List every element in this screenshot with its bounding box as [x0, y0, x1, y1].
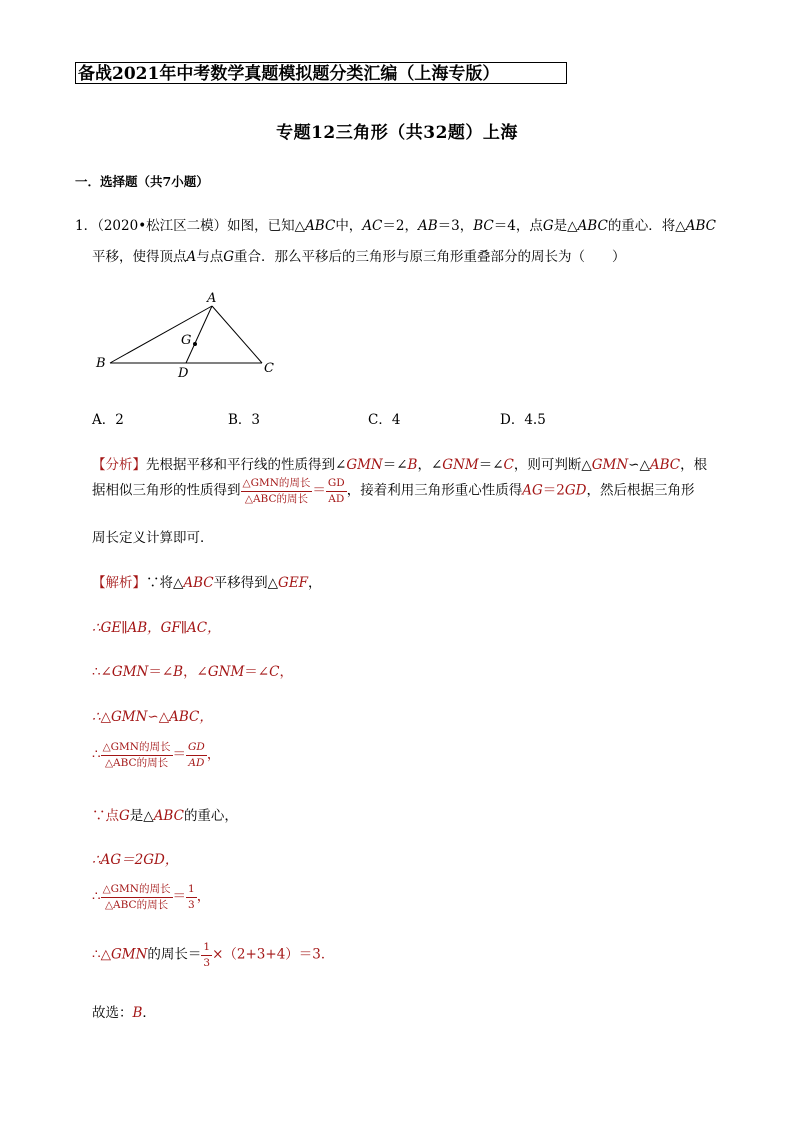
question-line-1: 1．（2020•松江区二模）如图，已知△ABC中，AC＝2，AB＝3，BC＝4，点G是△ABC的重心．将△ABC: [75, 218, 716, 234]
analysis-fraction-2: $\frac{GD}{AD}$: [327, 477, 345, 505]
label-a: A: [207, 291, 217, 306]
solution-fraction-5: $\frac{1}{3}$: [203, 941, 211, 969]
choice-c: C．4: [368, 412, 401, 428]
solution-line-3: ∴∠GMN＝∠B，∠GNM＝∠C，: [92, 664, 293, 680]
solution-line-4: ∴△GMN∽△ABC，: [92, 709, 213, 725]
question-line-2: 平移，使得顶点A与点G重合．那么平移后的三角形与原三角形重叠部分的周长为（ ）: [92, 249, 626, 265]
solution-line-10: 故选：B．: [92, 1005, 156, 1021]
section-heading: 一．选择题（共7小题）: [75, 174, 209, 189]
analysis-line-2: 据相似三角形的性质得到 $\frac{\text{△GMN的周长}}{\text{△ABC的周长}}$ ＝ $\frac{GD}{AD}$ ，接着利用三角形重心性质得AG＝2GD，然后根据三角形: [92, 477, 695, 505]
solution-line-2: ∴GE∥AB，GF∥AC，: [92, 620, 221, 636]
solution-fraction-1: $\frac{\text{△GMN的周长}}{\text{△ABC的周长}}$: [102, 741, 171, 769]
analysis-fraction-1: $\frac{\text{△GMN的周长}}{\text{△ABC的周长}}$: [242, 477, 311, 505]
solution-line-5: ∴ $\frac{\text{△GMN的周长}}{\text{△ABC的周长}}$ ＝ $\frac{GD}{AD}$ ，: [92, 741, 221, 769]
label-c: C: [264, 361, 274, 376]
solution-line-8: ∴ $\frac{\text{△GMN的周长}}{\text{△ABC的周长}}$ ＝ $\frac{1}{3}$ ，: [92, 883, 211, 911]
side-ab: [110, 306, 212, 363]
choices: [92, 408, 692, 428]
label-b: B: [96, 356, 106, 371]
label-d: D: [178, 366, 189, 381]
analysis-line-1: 【分析】先根据平移和平行线的性质得到∠GMN＝∠B，∠GNM＝∠C，则可判断△GMN∽△ABC，根: [92, 457, 708, 473]
solution-fraction-2: $\frac{GD}{AD}$: [188, 741, 205, 769]
topic-title: 专题12三角形（共32题）上海: [276, 123, 518, 143]
triangle-figure: [90, 288, 290, 383]
side-ac: [212, 306, 262, 363]
choice-b: B．3: [228, 412, 261, 428]
solution-line-7: ∴AG＝2GD，: [92, 852, 179, 868]
choice-a: A．2: [92, 412, 124, 428]
solution-line-1: 【解析】∵将△ABC平移得到△GEF，: [92, 575, 322, 591]
analysis-line-3: 周长定义计算即可．: [92, 530, 214, 546]
solution-fraction-4: $\frac{1}{3}$: [188, 883, 195, 911]
solution-line-9: ∴△GMN的周长＝ $\frac{1}{3}$ ×（2+3+4）＝3．: [92, 941, 335, 969]
centroid-point: [193, 342, 197, 346]
label-g: G: [181, 333, 192, 348]
solution-line-6: ∵点G是△ABC的重心，: [92, 808, 238, 824]
choice-d: D．4.5: [500, 412, 546, 428]
series-title: 备战2021年中考数学真题模拟题分类汇编（上海专版）: [75, 62, 567, 84]
solution-fraction-3: $\frac{\text{△GMN的周长}}{\text{△ABC的周长}}$: [102, 883, 171, 911]
